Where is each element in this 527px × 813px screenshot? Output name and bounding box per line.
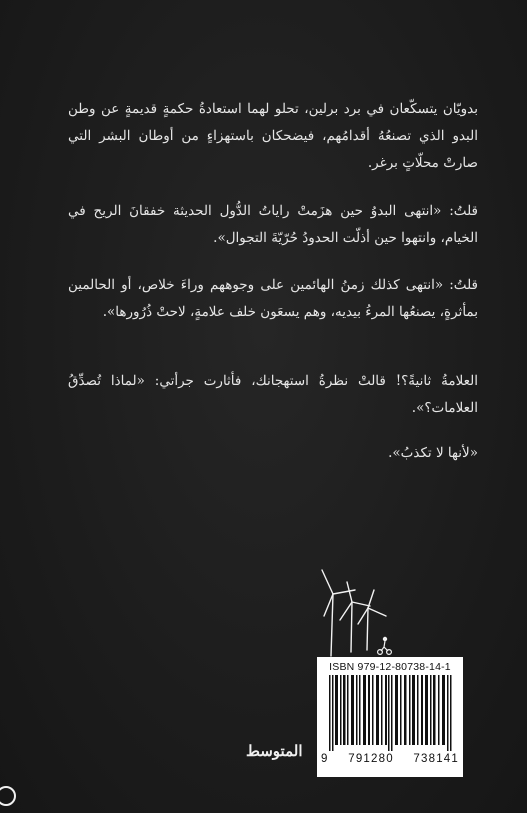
barcode-digits (317, 753, 463, 765)
barcode-digit-group: 738141 (413, 753, 459, 765)
publisher-name: المتوسط (246, 742, 303, 760)
barcode-digit-group: 9 (321, 753, 329, 765)
barcode-icon (325, 675, 455, 751)
blurb-paragraph-5: «لأنها لا تكذبُ». (388, 445, 478, 461)
cyclist-icon (376, 636, 394, 656)
barcode-digit-group: 791280 (348, 753, 394, 765)
publisher-circle-icon (0, 786, 16, 806)
isbn-label: ISBN 979-12-80738-14-1 (329, 661, 451, 673)
isbn-barcode-block (317, 657, 463, 777)
blurb-paragraph-3: قلتُ: «انتهى كذلك زمنُ الهائمين على وجوههم وراءَ خلاص، أو الحالمين بمأثرةٍ، يصنعُها المرءُ بيديه، وهم يسعَون خلف علامةٍ، لاحتْ ذُرُورها». (68, 277, 478, 320)
blurb-paragraph-4: العلامةُ ثانيةً؟! قالتْ نظرةُ استهجانك، فأثارت جرأتي: «لماذا تُصدِّقُ العلامات؟». (68, 373, 478, 416)
blurb-paragraph-1: بدويّان يتسكّعان في برد برلين، تحلو لهما استعادةُ حكمةٍ قديمةٍ عن وطن البدو الذي تصنعُهُ أقدامُهم، فيضحكان باستهزاءٍ من أوطان البشر التي صارتْ محلّاتٍ برغر. (68, 101, 478, 171)
blurb-paragraph-2: قلتُ: «انتهى البدوُ حين هزَمتْ راياتُ الدُّول الحديثة خفقانَ الريح في الخيام، وانتهوا حين أذلّت الحدودُ حُرّيّةَ التجوال». (68, 203, 478, 246)
